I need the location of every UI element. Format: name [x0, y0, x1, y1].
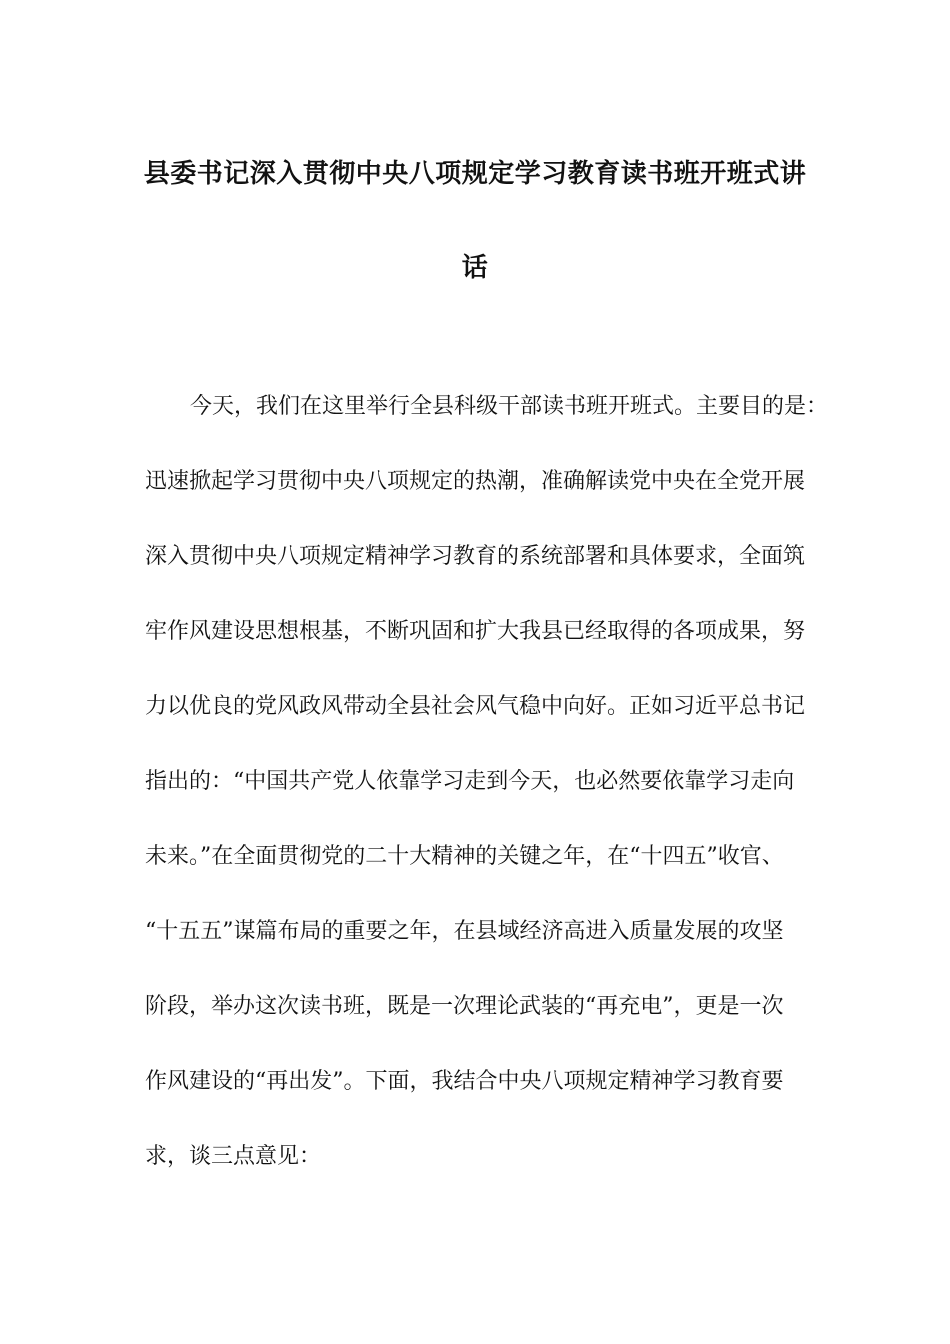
paragraph-line: 求，谈三点意见： — [145, 1144, 322, 1169]
paragraph-line: 今天，我们在这里举行全县科级干部读书班开班式。主要目的是： — [190, 394, 829, 419]
paragraph-line: 迅速掀起学习贯彻中央八项规定的热潮，准确解读党中央在全党开展 — [145, 469, 806, 494]
paragraph-line: “十五五”谋篇布局的重要之年，在县域经济高进入质量发展的攻坚 — [145, 919, 784, 944]
document-title-line-2: 话 — [461, 253, 489, 283]
paragraph-line: 作风建设的“再出发”。下面，我结合中央八项规定精神学习教育要 — [145, 1069, 784, 1094]
paragraph-line: 牢作风建设思想根基，不断巩固和扩大我县已经取得的各项成果，努 — [145, 619, 806, 644]
paragraph-line: 力以优良的党风政风带动全县社会风气稳中向好。正如习近平总书记 — [145, 694, 806, 719]
paragraph-line: 阶段，举办这次读书班，既是一次理论武装的“再充电”，更是一次 — [145, 994, 784, 1019]
document-title-line-1: 县委书记深入贯彻中央八项规定学习教育读书班开班式讲 — [143, 159, 807, 189]
paragraph-line: 深入贯彻中央八项规定精神学习教育的系统部署和具体要求，全面筑 — [145, 544, 806, 569]
paragraph-line: 未来。”在全面贯彻党的二十大精神的关键之年，在“十四五”收官、 — [145, 844, 784, 869]
paragraph-line: 指出的：“中国共产党人依靠学习走到今天，也必然要依靠学习走向 — [145, 769, 795, 794]
